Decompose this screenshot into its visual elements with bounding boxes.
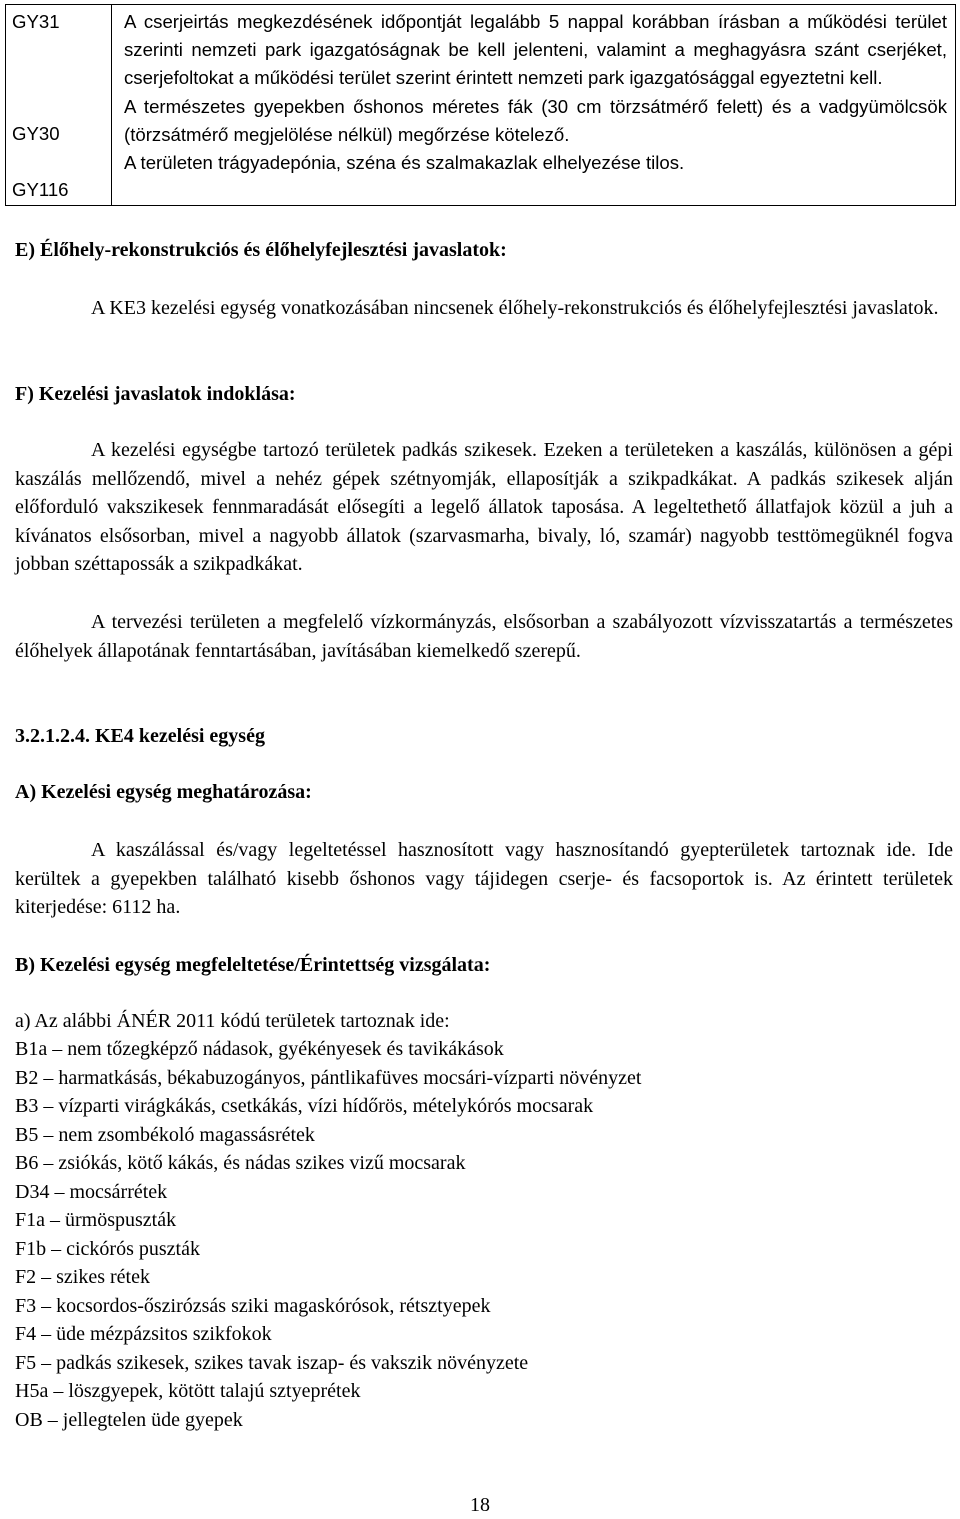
- list-item: F3 – kocsordos-őszirózsás sziki magaskórósok, rétsztyepek: [15, 1294, 491, 1317]
- habitat-code-list: [15, 1035, 953, 1434]
- table-text-cell: [112, 5, 956, 206]
- table-code-cell: [6, 5, 112, 206]
- list-item: F5 – padkás szikesek, szikes tavak iszap- és vakszik növényzete: [15, 1351, 529, 1374]
- list-intro: a) Az alábbi ÁNÉR 2011 kódú területek tartoznak ide:: [15, 1010, 450, 1032]
- list-item: B5 – nem zsombékoló magassásrétek: [15, 1123, 315, 1146]
- list-item: B2 – harmatkásás, békabuzogányos, pántlikafüves mocsári-vízparti növényzet: [15, 1066, 642, 1089]
- section-f-heading: F) Kezelési javaslatok indoklása:: [15, 383, 296, 405]
- list-item: D34 – mocsárrétek: [15, 1180, 168, 1203]
- row-text-gy116: A területen trágyadepónia, széna és szalmakazlak elhelyezése tilos.: [124, 152, 685, 174]
- list-item: B3 – vízparti virágkákás, csetkákás, vízi hídőrös, mételykórós mocsarak: [15, 1095, 594, 1117]
- table-row: [6, 5, 956, 206]
- row-code-gy31: GY31: [12, 11, 60, 32]
- row-text-gy30: A természetes gyepekben őshonos méretes fák (30 cm törzsátmérő felett) és a vadgyümölcsök (törzsátmérő megjelölése nélkül) megőrzése kötelező.: [124, 95, 947, 145]
- list-item: B1a – nem tőzegképző nádasok, gyékényesek és tavikákások: [15, 1038, 504, 1060]
- section-a-paragraph: A kaszálással és/vagy legeltetéssel hasznosított vagy hasznosítandó gyepterületek tartoznak ide. Ide kerültek a gyepekben található kisebb őshonos vagy tájidegen cserje- és facsoportok is. Az érintett területek kiterjedése: 6112 ha.: [15, 839, 953, 919]
- list-item: F2 – szikes rétek: [15, 1266, 150, 1288]
- row-code-gy30: GY30: [12, 123, 60, 145]
- section-e-paragraph: A KE3 kezelési egység vonatkozásában nincsenek élőhely-rekonstrukciós és élőhelyfejlesztési javaslatok.: [91, 297, 939, 319]
- ke4-title: 3.2.1.2.4. KE4 kezelési egység: [15, 725, 265, 747]
- section-a-heading: A) Kezelési egység meghatározása:: [15, 781, 312, 803]
- list-item: F1b – cickórós puszták: [15, 1237, 200, 1260]
- list-item: F1a – ürmöspuszták: [15, 1209, 177, 1231]
- row-code-gy116: GY116: [12, 179, 69, 201]
- row-text-gy31: A cserjeirtás megkezdésének időpontját legalább 5 nappal korábban írásban a működési terület szerinti nemzeti park igazgatóságnak be kell jelenteni, valamint a meghagyásra szánt cserjéket, cserjefoltokat a működési terület szerint érintett nemzeti park igazgatósággal egyeztetni kell.: [124, 11, 947, 89]
- section-f-paragraph-1: A kezelési egységbe tartozó területek padkás szikesek. Ezeken a területeken a kaszálás, különösen a gépi kaszálás mellőzendő, mivel a nehéz gépek szétnyomják, ellaposítják a szikpadkákat. A padkás szikesek alján előforduló vakszikesek fennmaradását elősegíti a legelő állatok taposása. A legeltethető állatfajok közül a juh a kívánatos elsősorban, mivel a nagyobb állatok (szarvasmarha, bivaly, ló, szamár) nagyobb testtömegüknél fogva jobban széttapossák a szikpadkákat.: [15, 439, 953, 576]
- list-item: B6 – zsiókás, kötő kákás, és nádas szikes vizű mocsarak: [15, 1152, 466, 1174]
- list-item: H5a – löszgyepek, kötött talajú sztyeprétek: [15, 1380, 361, 1402]
- section-b-heading: B) Kezelési egység megfeleltetése/Érintettség vizsgálata:: [15, 954, 491, 976]
- page-number: 18: [470, 1494, 490, 1516]
- list-item: F4 – üde mézpázsitos szikfokok: [15, 1323, 272, 1345]
- section-f-paragraph-2: A tervezési területen a megfelelő vízkormányzás, elsősorban a szabályozott vízvisszatartás a természetes élőhelyek állapotának fenntartásában, javításában kiemelkedő szerepű.: [15, 611, 953, 662]
- section-e-heading: E) Élőhely-rekonstrukciós és élőhelyfejlesztési javaslatok:: [15, 239, 507, 261]
- list-item: OB – jellegtelen üde gyepek: [15, 1408, 243, 1431]
- restrictions-table: [5, 4, 956, 206]
